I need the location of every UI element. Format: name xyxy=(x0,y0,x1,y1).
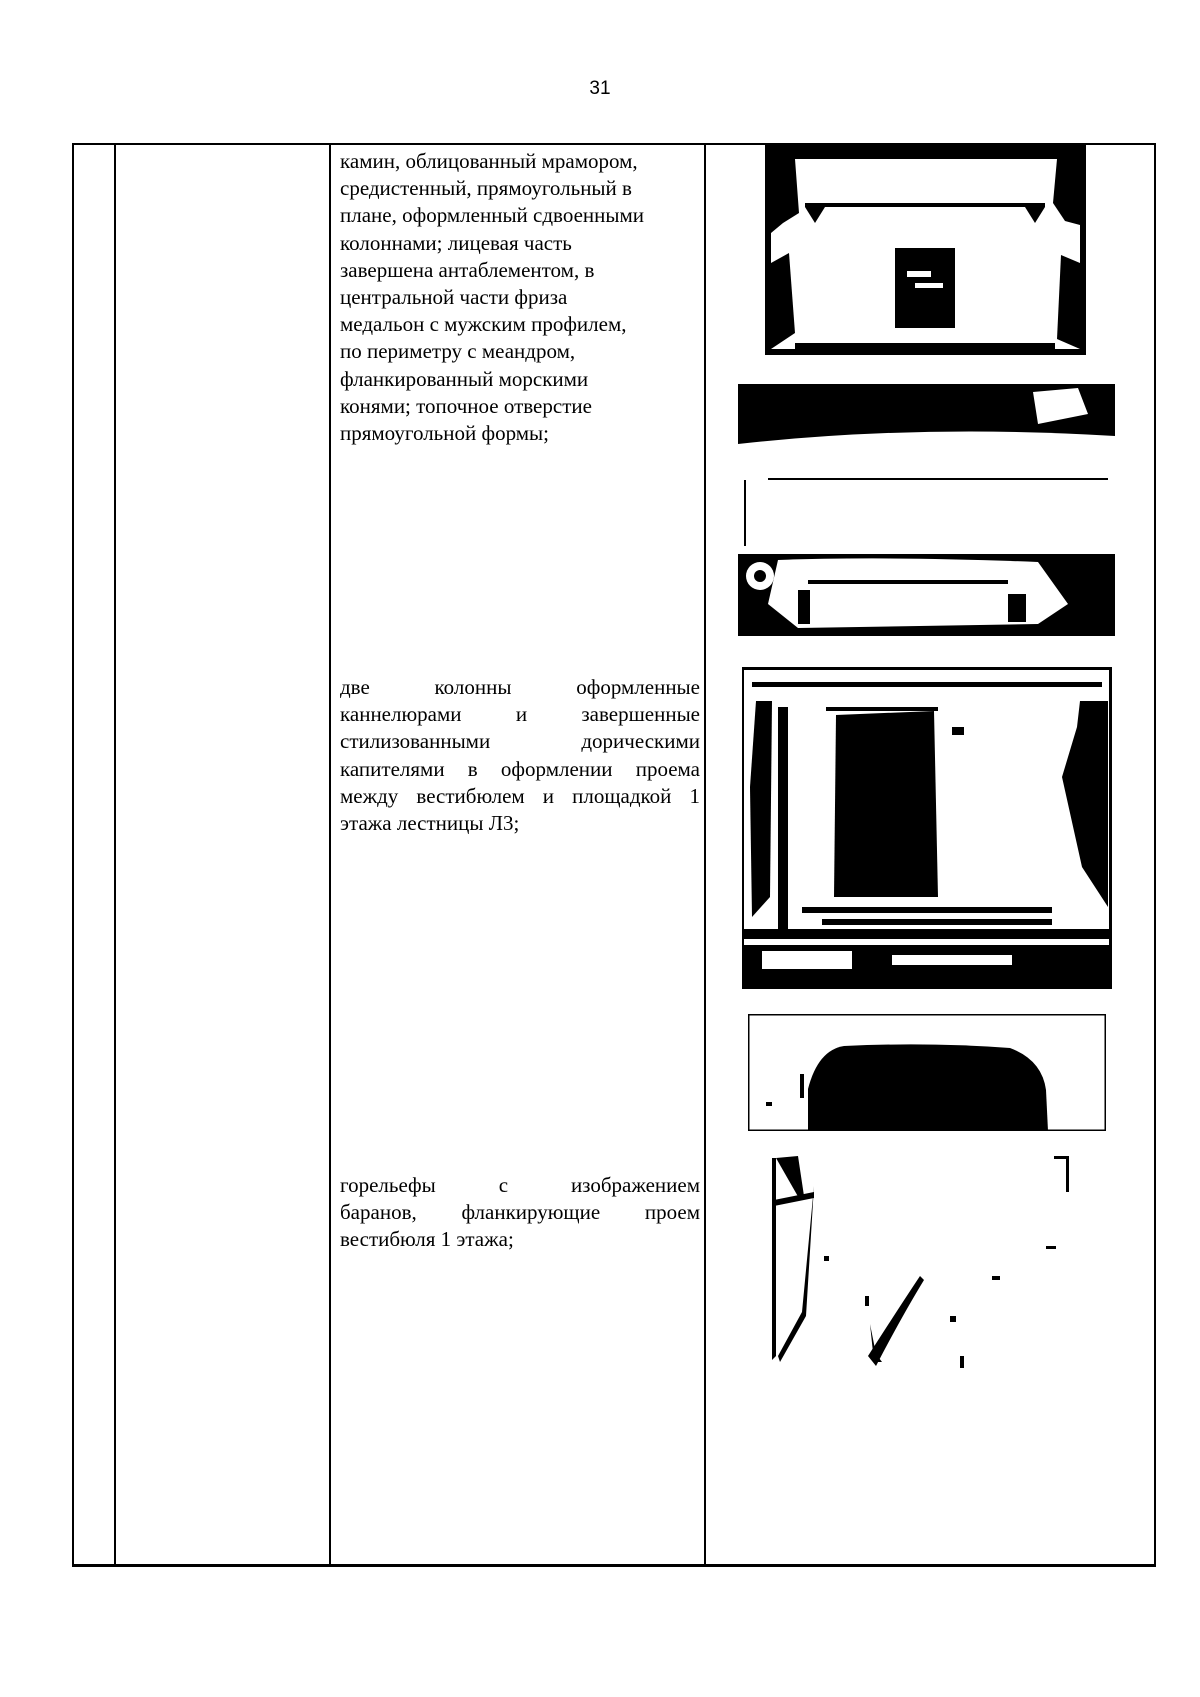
text-line: колоннами; лицевая часть xyxy=(340,230,572,255)
text-line: между вестибюлем и площадкой 1 xyxy=(340,783,700,808)
text-line: стилизованными дорическими xyxy=(340,729,700,754)
text-line: каннелюрами и завершенные xyxy=(340,702,700,727)
text-line: этажа лестницы Л3; xyxy=(340,811,520,836)
text-line: завершена антаблементом, в xyxy=(340,257,595,282)
page-number: 31 xyxy=(589,78,611,99)
capital-photo xyxy=(748,1014,1106,1131)
columns-photo xyxy=(742,667,1112,989)
text-line: конями; топочное отверстие xyxy=(340,393,592,418)
text-line: горельефы с изображением xyxy=(340,1173,700,1197)
fireplace-photo xyxy=(765,143,1086,355)
frieze-photo xyxy=(738,384,1115,636)
text-line: прямоугольной формы; xyxy=(340,421,550,446)
column-divider-1 xyxy=(114,143,116,1567)
text-line: вестибюля 1 этажа; xyxy=(340,1227,514,1252)
text-line: плане, оформленный сдвоенными xyxy=(340,203,645,228)
column-divider-2 xyxy=(329,143,331,1567)
columns-description xyxy=(340,674,700,837)
text-line: по периметру с меандром, xyxy=(340,339,576,364)
text-line: фланкированный морскими xyxy=(340,366,589,391)
text-line: средистенный, прямоугольный в xyxy=(340,176,632,201)
text-line: две колонны оформленные xyxy=(340,675,700,699)
fireplace-description xyxy=(340,148,700,447)
column-divider-3 xyxy=(704,143,706,1567)
text-line: центральной части фриза xyxy=(340,285,568,310)
text-line: капителями в оформлении проема xyxy=(340,756,700,781)
ram-relief-photo xyxy=(770,1156,1090,1388)
text-line: камин, облицованный мрамором, xyxy=(340,149,638,173)
text-line: медальон с мужским профилем, xyxy=(340,312,627,337)
text-line: баранов, фланкирующие проем xyxy=(340,1200,700,1225)
reliefs-description xyxy=(340,1172,700,1254)
